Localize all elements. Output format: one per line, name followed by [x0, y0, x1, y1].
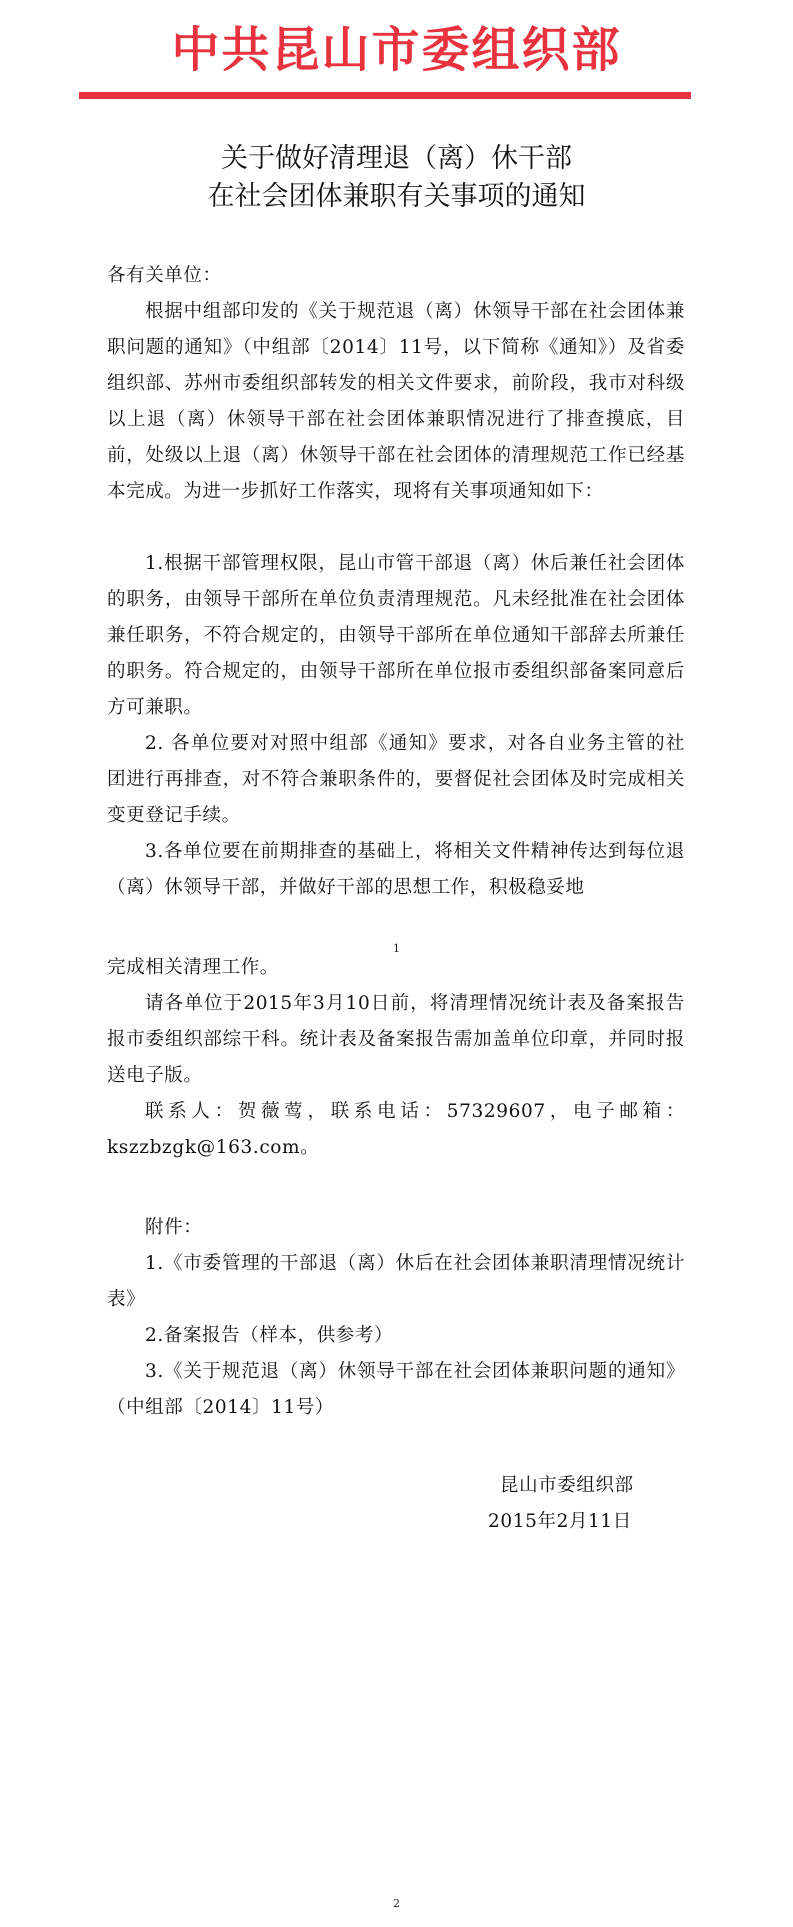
item-3-paragraph-part-1: 3.各单位要在前期排查的基础上，将相关文件精神传达到每位退（离）休领导干部，并做好干部的思想工作，积极稳妥地: [107, 841, 685, 898]
item-3-paragraph-part-2: 完成相关清理工作。: [107, 957, 279, 978]
attachments-heading: 附件：: [145, 1217, 203, 1238]
page-number-1: 1: [393, 942, 400, 955]
page-number-2: 2: [393, 1897, 400, 1910]
attachment-item-3: 3.《关于规范退（离）休领导干部在社会团体兼职问题的通知》（中组部〔2014〕11号）: [107, 1361, 685, 1418]
intro-paragraph: 根据中组部印发的《关于规范退（离）休领导干部在社会团体兼职问题的通知》（中组部〔2014〕11号，以下简称《通知》）及省委组织部、苏州市委组织部转发的相关文件要求，前阶段，我市对科级以上退（离）休领导干部在社会团体兼职情况进行了排查摸底，目前，处级以上退（离）休领导干部在社会团体的清理规范工作已经基本完成。为进一步抓好工作落实，现将有关事项通知如下：: [107, 301, 685, 502]
document-title-line-2: 在社会团体兼职有关事项的通知: [207, 181, 586, 212]
attachment-item-1: 1.《市委管理的干部退（离）休后在社会团体兼职清理情况统计表》: [107, 1253, 685, 1310]
deadline-paragraph: 请各单位于2015年3月10日前，将清理情况统计表及备案报告报市委组织部综干科。统计表及备案报告需加盖单位印章，并同时报送电子版。: [107, 993, 685, 1086]
item-1-paragraph: 1.根据干部管理权限，昆山市管干部退（离）休后兼任社会团体的职务，由领导干部所在单位负责清理规范。凡未经批准在社会团体兼任职务，不符合规定的，由领导干部所在单位通知干部辞去所兼任的职务。符合规定的，由领导干部所在单位报市委组织部备案同意后方可兼职。: [107, 553, 685, 718]
attachment-item-2: 2.备案报告（样本，供参考）: [145, 1325, 394, 1346]
contact-paragraph: 联系人：贺薇莺，联系电话：57329607，电子邮箱：kszzbzgk@163.com。: [107, 1101, 685, 1158]
signature-organization: 昆山市委组织部: [500, 1475, 634, 1496]
signature-date: 2015年2月11日: [488, 1511, 632, 1532]
masthead-title: 中共昆山市委组织部: [171, 22, 622, 78]
document-title-line-1: 关于做好清理退（离）休干部: [221, 143, 572, 174]
masthead-red-rule: [79, 92, 691, 99]
item-2-paragraph: 2. 各单位要对对照中组部《通知》要求，对各自业务主管的社团进行再排查，对不符合兼职条件的，要督促社会团体及时完成相关变更登记手续。: [107, 733, 685, 826]
salutation: 各有关单位：: [107, 265, 222, 286]
